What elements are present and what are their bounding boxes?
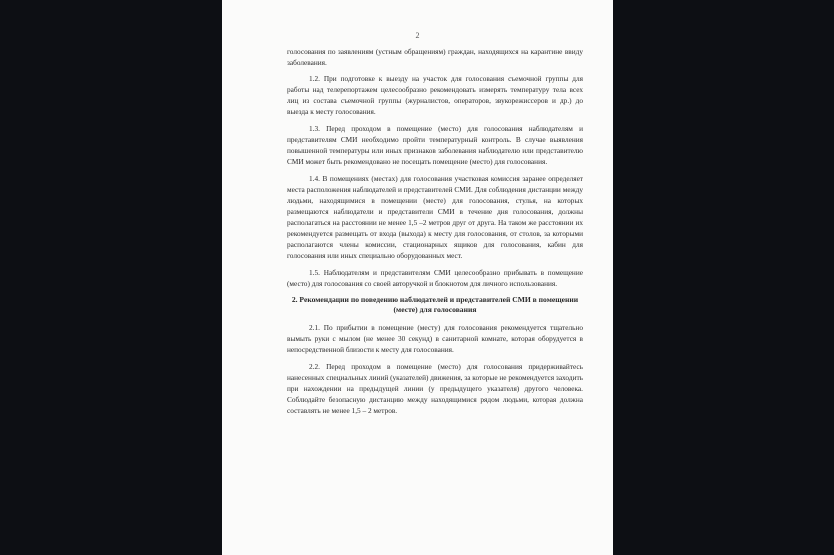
- paragraph-continuation: голосования по заявлениям (устным обращениям) граждан, находящихся на карантине ввиду заболевания.: [287, 47, 583, 67]
- paragraph-2-1: 2.1. По прибытии в помещение (месту) для голосования рекомендуется тщательно вымыть руки с мылом (не менее 30 секунд) в санитарной комнате, которая оборудуется в непосредственной близости к месту для голосования.: [287, 323, 583, 354]
- paragraph-1-5: 1.5. Наблюдателям и представителям СМИ целесообразно прибывать в помещение (место) для голосования со своей авторучкой и блокнотом для личного использования.: [287, 268, 583, 288]
- paragraph-1-2: 1.2. При подготовке к выезду на участок для голосования съемочной группы для работы над телерепортажем целесообразно рекомендовать измерять температуру тела всех лиц из состава съемочной группы (журналистов, операторов, звукорежиссеров и др.) до выезда к месту голосования.: [287, 74, 583, 116]
- document-page: [222, 0, 613, 555]
- page-number: 2: [415, 31, 420, 40]
- section-heading: 2. Рекомендации по поведению наблюдателей и представителей СМИ в помещении (месте) для голосования: [291, 295, 579, 314]
- paragraph-1-4: 1.4. В помещениях (местах) для голосования участковая комиссия заранее определяет места расположения наблюдателей и представителей СМИ. Для соблюдения дистанции между людьми, находящимися в помещении (месте) для голосования, стулья, на которых размещаются наблюдатели и представители СМИ в течение дня голосования, должны располагаться на расстоянии не менее 1,5 –2 метров друг от друга. На таком же расстоянии их рекомендуется размещать от входа (выхода) к месту для голосования, от столов, за которыми располагаются члены комиссии, стационарных ящиков для голосования, кабин для голосования или иных специально оборудованных мест.: [287, 174, 583, 260]
- paragraph-1-3: 1.3. Перед проходом в помещение (место) для голосования наблюдателям и представителям СМИ необходимо пройти температурный контроль. В случае выявления повышенной температуры или иных признаков заболевания наблюдателю или представителю СМИ может быть рекомендовано не посещать помещение (место) для голосования.: [287, 124, 583, 166]
- paragraph-2-2: 2.2. Перед проходом в помещение (место) для голосования придерживайтесь нанесенных специальных линий (указателей) движения, за которые не рекомендуется заходить при нахождении на предыдущей линии (у предыдущего указателя) другого человека. Соблюдайте безопасную дистанцию между находящимися рядом людьми, которая должна составлять не менее 1,5 – 2 метров.: [287, 362, 583, 415]
- document-body: [287, 46, 583, 422]
